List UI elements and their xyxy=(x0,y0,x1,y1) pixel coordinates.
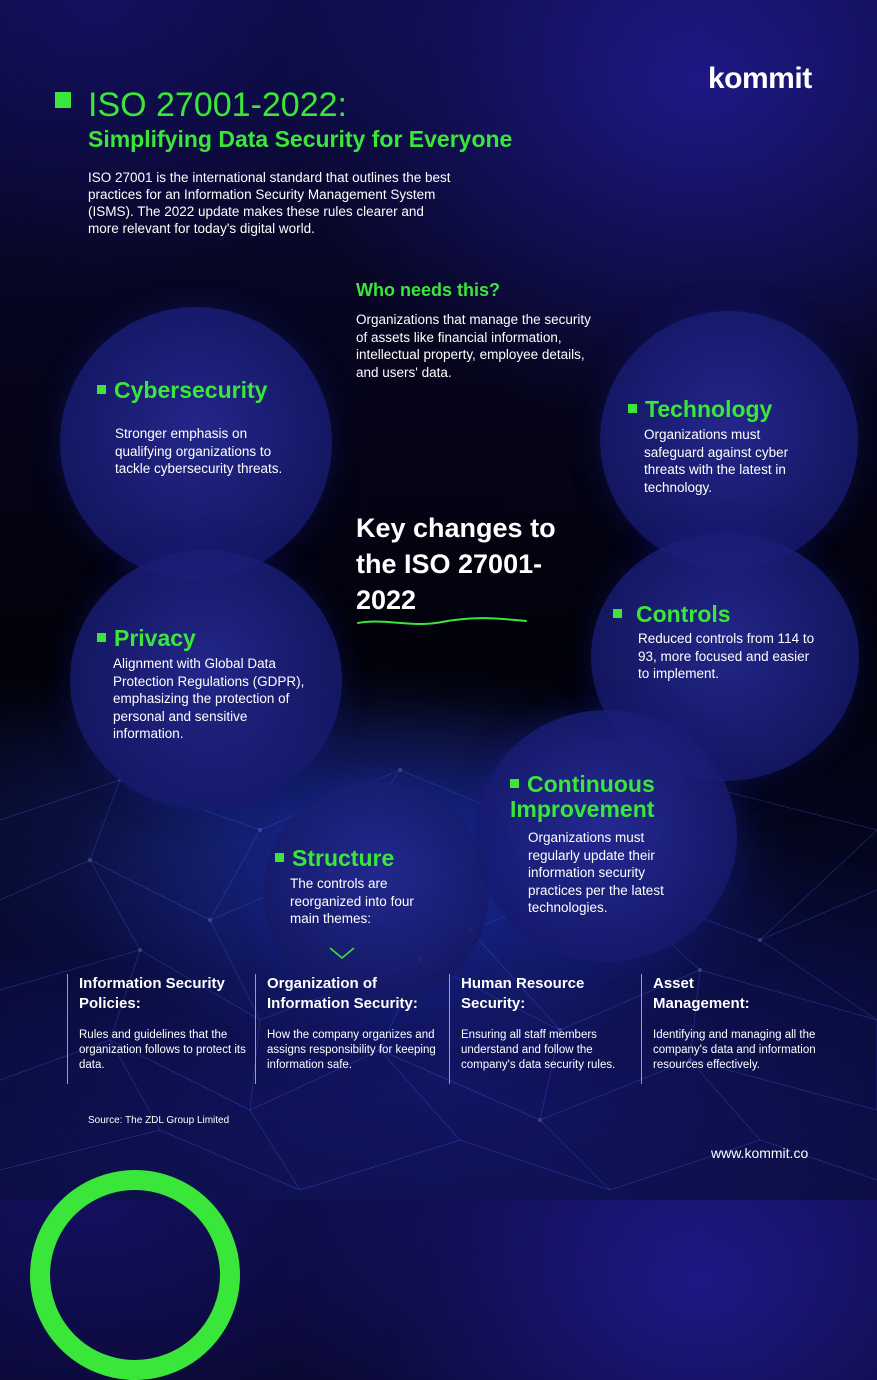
theme-heading: Human Resource Security: xyxy=(461,975,585,1012)
privacy-heading-text: Privacy xyxy=(114,625,196,651)
structure-heading-text: Structure xyxy=(292,845,395,871)
theme-text: Rules and guidelines that the organization follows to protect its data. xyxy=(79,1029,246,1071)
continuous-improvement-heading xyxy=(510,772,710,822)
continuous-improvement-text: Organizations must regularly update their information security practices per the latest technologies. xyxy=(528,830,664,915)
theme-heading: Asset Management: xyxy=(653,975,750,1012)
privacy-heading xyxy=(97,626,196,651)
page-title: ISO 27001-2022: xyxy=(88,86,347,124)
theme-human-resource-security xyxy=(449,974,637,1084)
bullet-square-icon xyxy=(275,853,284,862)
decorative-green-ring xyxy=(30,1170,240,1380)
controls-text: Reduced controls from 114 to 93, more focused and easier to implement. xyxy=(638,631,815,681)
theme-text: How the company organizes and assigns responsibility for keeping information safe. xyxy=(267,1029,436,1071)
controls-heading xyxy=(613,602,731,627)
theme-asset-management xyxy=(641,974,829,1084)
theme-organization-of-information-security xyxy=(255,974,443,1084)
title-bullet-square xyxy=(55,92,71,108)
theme-heading: Information Security Policies: xyxy=(79,975,225,1012)
technology-heading-text: Technology xyxy=(645,396,773,422)
cybersecurity-heading-text: Cybersecurity xyxy=(114,377,268,403)
technology-text: Organizations must safeguard against cyber threats with the latest in technology. xyxy=(644,427,789,495)
squiggle-underline xyxy=(356,614,528,630)
technology-heading xyxy=(628,397,772,422)
theme-text: Identifying and managing all the company's data and information resources effectively. xyxy=(653,1029,816,1071)
who-needs-heading: Who needs this? xyxy=(356,280,500,300)
key-changes-title: Key changes to the ISO 27001-2022 xyxy=(356,513,556,615)
website-link[interactable]: www.kommit.co xyxy=(711,1145,809,1161)
structure-text: The controls are reorganized into four main themes: xyxy=(290,876,414,926)
privacy-text: Alignment with Global Data Protection Regulations (GDPR), emphasizing the protection of personal and sensitive information. xyxy=(113,656,305,741)
bullet-square-icon xyxy=(613,609,622,618)
theme-heading: Organization of Information Security: xyxy=(267,975,418,1012)
controls-heading-text: Controls xyxy=(636,601,731,627)
intro-paragraph: ISO 27001 is the international standard that outlines the best practices for an Information Security Management System (ISMS). The 2022 update makes these rules clearer and more relevant for today's digital world. xyxy=(88,170,451,236)
page-subtitle: Simplifying Data Security for Everyone xyxy=(88,126,513,152)
bullet-square-icon xyxy=(510,779,519,788)
structure-heading xyxy=(275,846,394,871)
cybersecurity-heading xyxy=(97,378,267,403)
bullet-square-icon xyxy=(97,633,106,642)
source-credit: Source: The ZDL Group Limited xyxy=(88,1115,230,1126)
bullet-square-icon xyxy=(628,404,637,413)
chevron-down-icon xyxy=(328,946,356,960)
cybersecurity-text: Stronger emphasis on qualifying organizations to tackle cybersecurity threats. xyxy=(115,426,283,476)
theme-information-security-policies xyxy=(67,974,255,1084)
kommit-logo: kommit xyxy=(708,62,812,95)
bullet-square-icon xyxy=(97,385,106,394)
who-needs-text: Organizations that manage the security of assets like financial information, intellectual property, employee details, and users' data. xyxy=(356,312,591,380)
continuous-improvement-heading-text: Continuous Improvement xyxy=(510,771,655,822)
theme-text: Ensuring all staff members understand and follow the company's data security rules. xyxy=(461,1029,616,1071)
